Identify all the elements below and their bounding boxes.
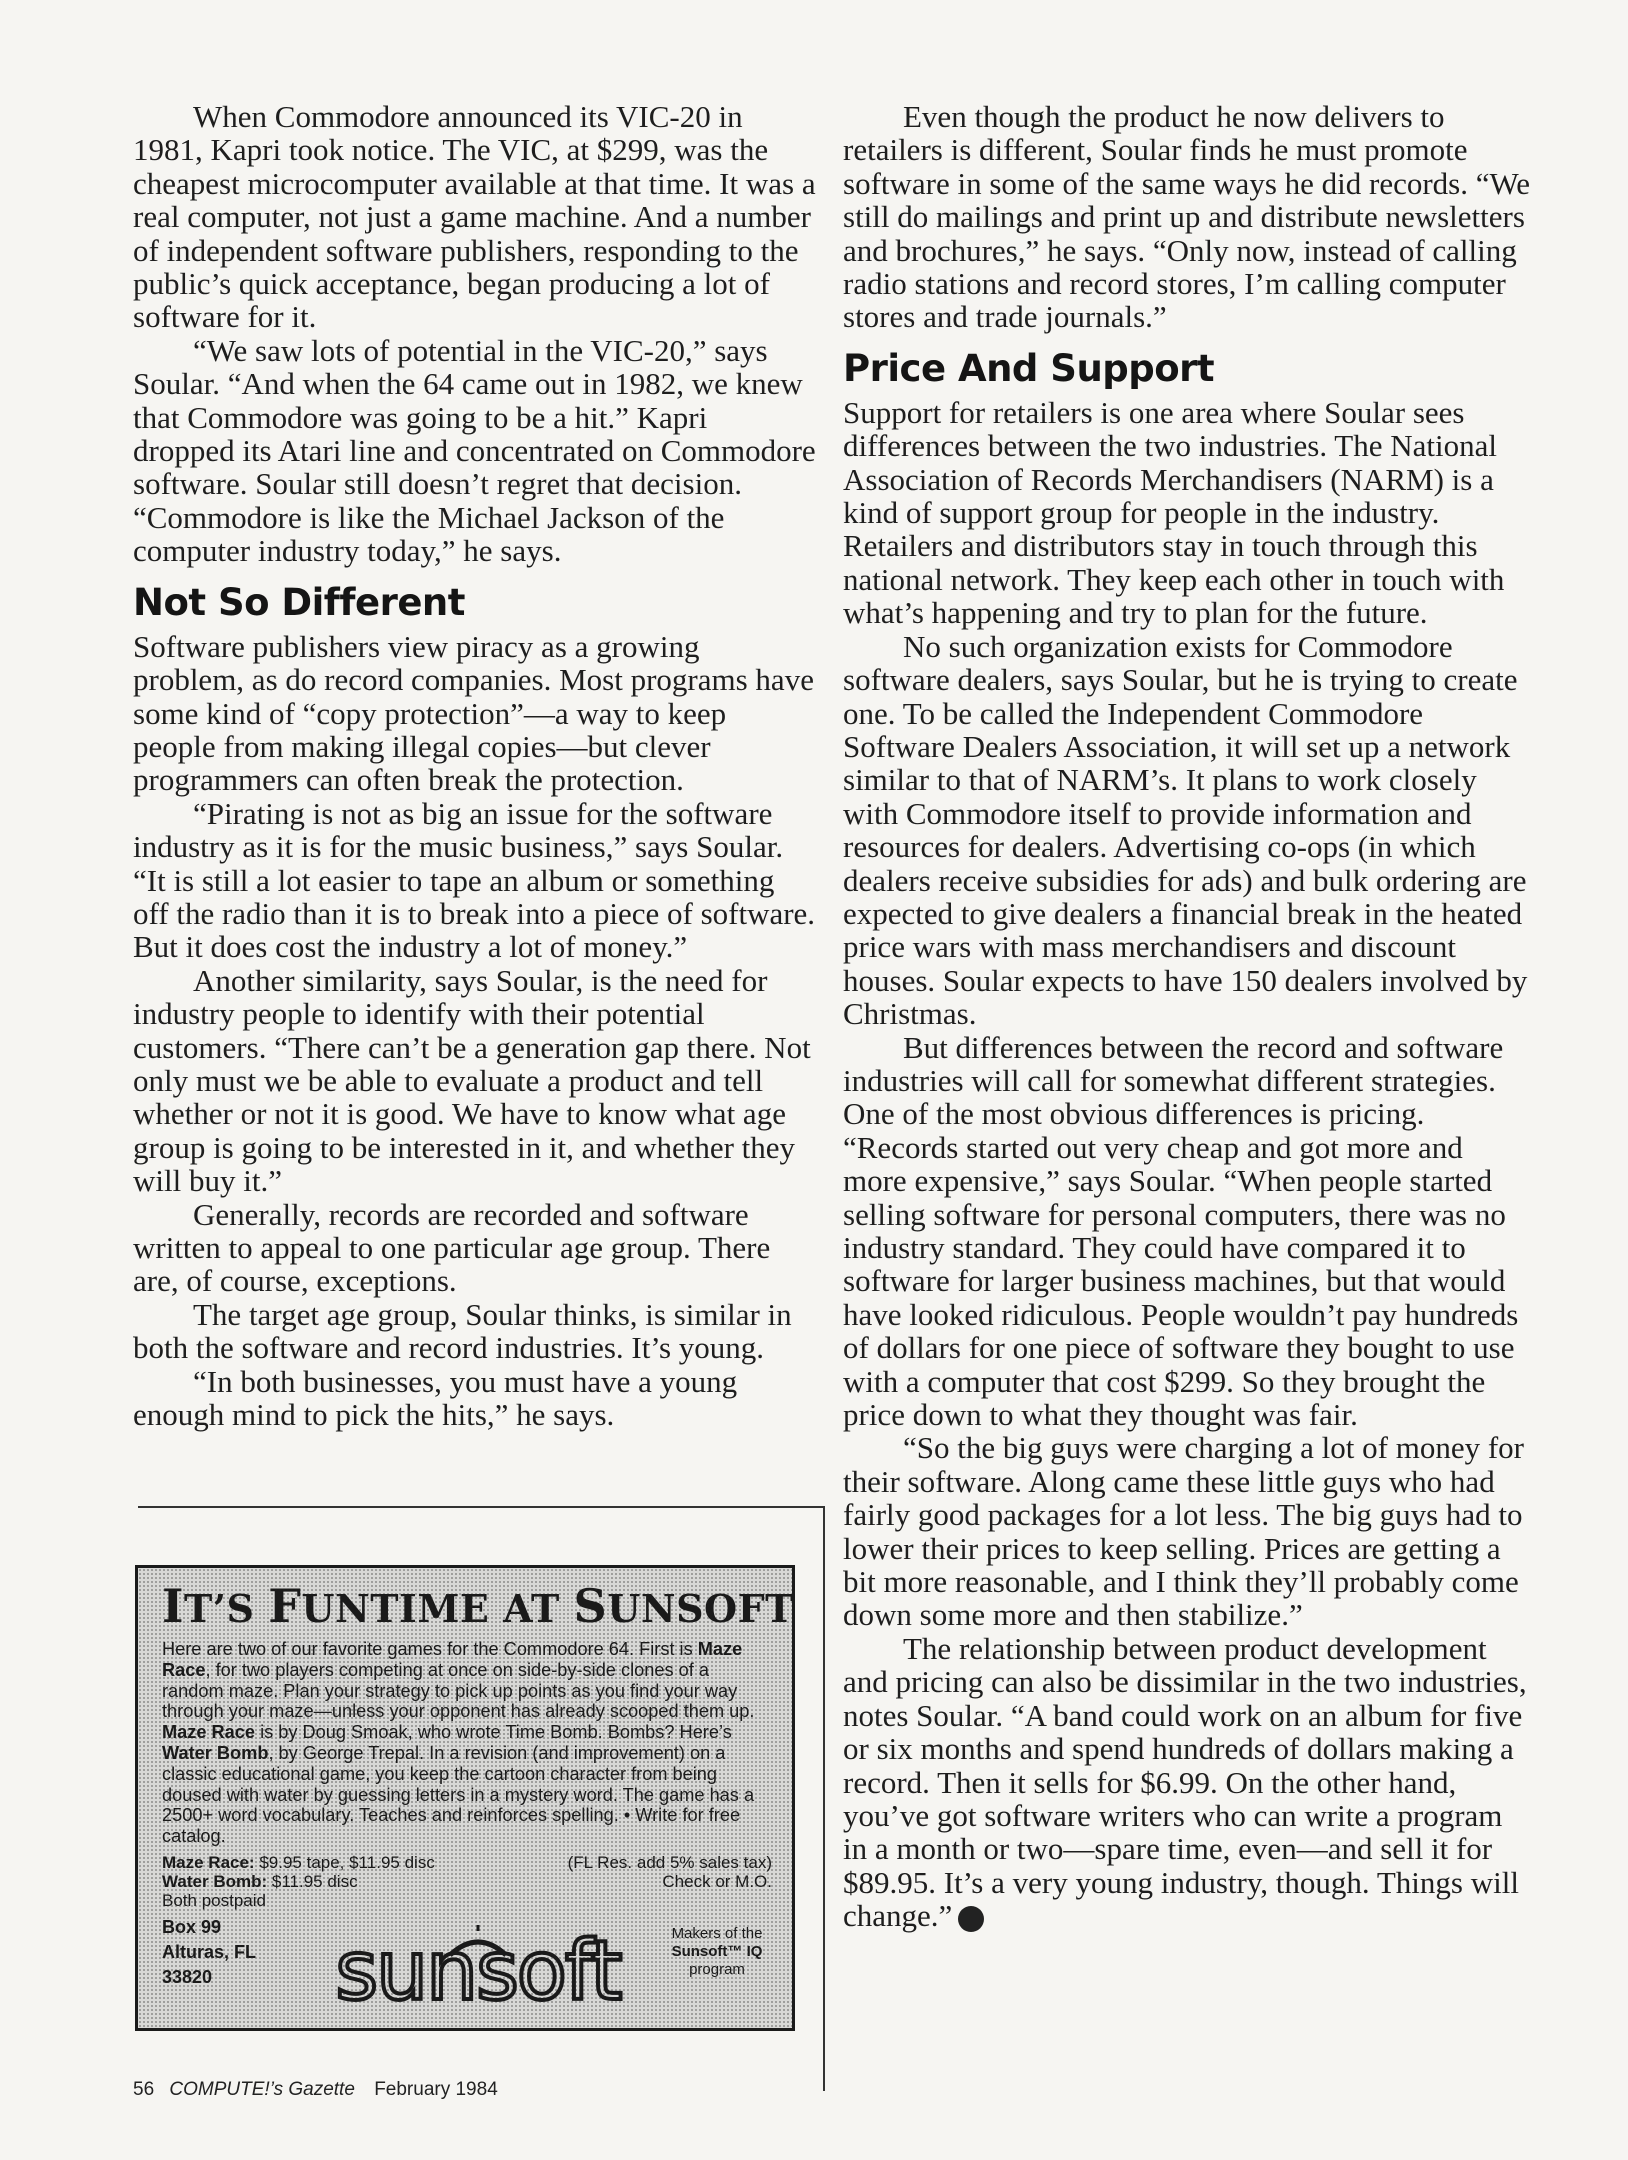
ad-title-part: F bbox=[268, 1579, 302, 1633]
ad-title-part: UNSOFT bbox=[607, 1586, 794, 1631]
ad-title-part: T’S bbox=[184, 1586, 269, 1631]
ad-postpaid: Both postpaid bbox=[162, 1890, 266, 1910]
heading-price-and-support: Price And Support bbox=[843, 346, 1215, 390]
right-paragraph-5: “So the big guys were charging a lot of money for their software. Along came these little guys who had fairly good packages for a lot less. The big guys had to lower their prices to keep selling. Prices are getting a bit more reasonable, and I think they’ll probably come down some more and then stabilize.” bbox=[843, 1430, 1524, 1633]
ad-makers-line: Sunsoft™ IQ bbox=[671, 1942, 763, 1960]
right-paragraph-3: No such organization exists for Commodore software dealers, says Soular, but he is trying to create one. To be called the Independent Commodore Software Dealers Association, it will set up a network similar to that of NARM’s. It plans to work closely with Commodore itself to provide information and resources for dealers. Advertising co-ops (in which dealers receive subsidies for ads) and bulk ordering are expected to give dealers a financial break in the heated price wars with mass merchandisers and discount houses. Soular expects to have 150 dealers involved by Christmas. bbox=[843, 628, 1528, 1032]
sunsoft-logo-text: sunsoft bbox=[335, 1924, 621, 2005]
ad-title-part: S bbox=[573, 1579, 608, 1633]
ad-title-part: UNTIME AT bbox=[301, 1586, 574, 1631]
ad-address-line: Box 99 bbox=[162, 1916, 222, 1937]
ad-body-part: is by Doug Smoak, who wrote Time Bomb. Bombs? Here’s bbox=[255, 1722, 732, 1743]
ad-makers-note bbox=[662, 1925, 772, 1979]
issue-date: February 1984 bbox=[374, 2079, 498, 2100]
left-paragraph-5: Another similarity, says Soular, is the need for industry people to identify with their potential customers. “There can’t be a generation gap there. Not only must we be able to evaluate a product and tell whether or not it is good. We have to know what age group is going to be interested in it, and whether they will buy it.” bbox=[133, 962, 811, 1199]
heading-not-so-different: Not So Different bbox=[133, 580, 465, 624]
sunsoft-logo-icon bbox=[300, 1925, 656, 2005]
ad-prices bbox=[162, 1853, 772, 1911]
ad-title bbox=[162, 1579, 794, 1635]
ad-price-label: Maze Race: bbox=[162, 1852, 255, 1872]
ad-tax-note: (FL Res. add 5% sales tax) bbox=[567, 1852, 772, 1872]
ad-product-maze-race: Maze Race bbox=[162, 1639, 743, 1680]
left-paragraph-7: The target age group, Soular thinks, is similar in both the software and record industries. It’s young. bbox=[133, 1296, 792, 1366]
left-paragraph-3: Software publishers view piracy as a growing problem, as do record companies. Most programs have some kind of “copy protection”—a way to keep people from making illegal copies—but clever programmers can often break the protection. bbox=[133, 628, 814, 798]
right-column bbox=[843, 100, 1531, 1933]
ad-price-label: Water Bomb: bbox=[162, 1871, 268, 1891]
ad-body-part: , for two players competing at once on side-by-side clones of a random maze. Plan your strategy to pick up points as you find your way through your maze—unless your opponent has already scooped them up. bbox=[162, 1659, 755, 1722]
ad-makers-line: Makers of the bbox=[671, 1924, 763, 1942]
ad-address bbox=[162, 1915, 256, 1990]
left-paragraph-4: “Pirating is not as big an issue for the software industry as it is for the music business,” says Soular. “It is still a lot easier to tape an album or something off the radio than it is to break into a piece of software. But it does cost the industry a lot of money.” bbox=[133, 795, 816, 965]
ad-address-line: 33820 bbox=[162, 1966, 213, 1987]
ad-body-text bbox=[162, 1639, 772, 1847]
right-paragraph-2: Support for retailers is one area where Soular sees differences between the two industries. The National Association of Records Merchandisers (NARM) is a kind of support group for people in the industry. Retailers and distributors stay in touch through this national network. They keep each other in touch with what’s happening and try to plan for the future. bbox=[843, 394, 1505, 631]
ad-title-part: I bbox=[162, 1579, 185, 1633]
right-paragraph-6 bbox=[843, 1632, 1531, 1933]
ad-body-part: Here are two of our favorite games for the Commodore 64. First is bbox=[162, 1639, 698, 1659]
left-paragraph-2: “We saw lots of potential in the VIC-20,” says Soular. “And when the 64 came out in 1982, we knew that Commodore was going to be a hit.” Kapri dropped its Atari line and concentrated on Commodore software. Soular still doesn’t regret that decision. “Commodore is like the Michael Jackson of the computer industry today,” he says. bbox=[133, 332, 816, 569]
ad-price-value: $11.95 disc bbox=[267, 1871, 358, 1891]
right-paragraph-6-text: The relationship between product development and pricing can also be dissimilar in the two industries, notes Soular. “A band could work on an album for five or six months and spend hundreds of dollars making a record. Then it sells for $6.99. On the other hand, you’ve got software writers who can write a program in a month or two—spare time, even—and sell it for $89.95. It’s a very young industry, though. Things will change.” bbox=[843, 1630, 1527, 1934]
sunsoft-advertisement bbox=[135, 1565, 795, 2031]
column-divider-rule bbox=[823, 1506, 825, 2091]
ad-product-water-bomb: Water Bomb bbox=[162, 1742, 269, 1763]
left-paragraph-8: “In both businesses, you must have a young enough mind to pick the hits,” he says. bbox=[133, 1363, 738, 1433]
ad-price-list bbox=[162, 1853, 435, 1910]
ad-product-maze-race: Maze Race bbox=[162, 1722, 256, 1743]
ad-price-water bbox=[162, 1872, 435, 1891]
ad-bottom-row bbox=[162, 1915, 772, 2025]
gazette-end-mark-icon: G bbox=[958, 1906, 984, 1932]
left-paragraph-1: When Commodore announced its VIC-20 in 1981, Kapri took notice. The VIC, at $299, was the cheapest microcomputer available at that time. It was a real computer, not just a game machine. And a number of independent software publishers, responding to the public’s quick acceptance, began producing a lot of software for it. bbox=[133, 99, 816, 335]
ad-frame-top-rule bbox=[138, 1506, 824, 1508]
right-paragraph-4: But differences between the record and software industries will call for somewhat different strategies. One of the most obvious differences is pricing. “Records started out very cheap and got more and more expensive,” says Soular. “When people started selling software for personal computers, there was no industry standard. They could have compared it to software for larger business machines, but that would have looked ridiculous. People wouldn’t pay hundreds of dollars for one piece of software they bought to use with a computer that cost $299. So they brought the price down to what they thought was fair. bbox=[843, 1029, 1519, 1433]
left-paragraph-6: Generally, records are recorded and software written to appeal to one particular age group. There are, of course, exceptions. bbox=[133, 1196, 771, 1299]
ad-address-line: Alturas, FL bbox=[162, 1941, 257, 1962]
page-number: 56 bbox=[133, 2079, 155, 2100]
page-footer bbox=[133, 2079, 498, 2101]
magazine-name: COMPUTE!’s Gazette bbox=[169, 2079, 355, 2100]
ad-body-part: , by George Trepal. In a revision (and improvement) on a classic educational game, you keep the cartoon character from being doused with water by guessing letters in a mystery word. The game has a 2500+ word vocabulary. Teaches and reinforces spelling. • Write for free catalog. bbox=[162, 1742, 755, 1847]
ad-makers-line: program bbox=[689, 1960, 745, 1978]
ad-check-note: Check or M.O. bbox=[662, 1871, 772, 1891]
ad-price-maze bbox=[162, 1853, 435, 1872]
right-paragraph-1: Even though the product he now delivers to retailers is different, Soular finds he must promote software in some of the same ways he did records. “We still do mailings and print up and distribute newsletters and brochures,” he says. “Only now, instead of calling radio stations and record stores, I’m calling computer stores and trade journals.” bbox=[843, 99, 1531, 335]
ad-payment-notes bbox=[568, 1853, 772, 1891]
ad-price-value: $9.95 tape, $11.95 disc bbox=[254, 1852, 435, 1872]
left-column bbox=[133, 100, 816, 1431]
